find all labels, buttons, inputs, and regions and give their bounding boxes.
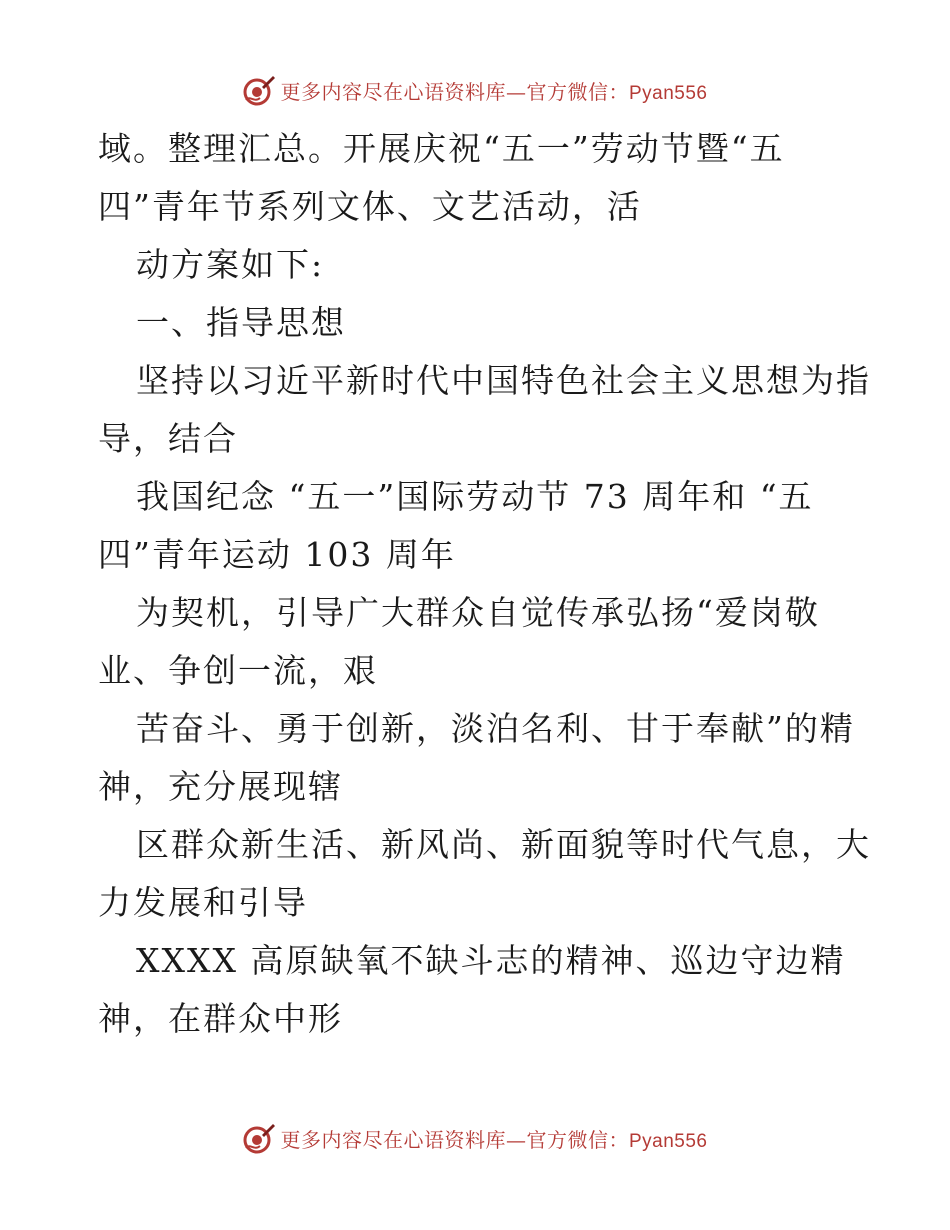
body-line: 动方案如下: (136, 245, 325, 284)
body-line: 域。整理汇总。开展庆祝“五一”劳动节暨“五 (98, 129, 785, 168)
body-line: 一、指导思想 (136, 303, 346, 342)
footer-banner-wechat-id: Pyan556 (628, 1130, 708, 1152)
brand-logo-icon (242, 73, 276, 107)
header-banner-title: 更多内容尽在心语资料库 (280, 79, 506, 104)
body-line: 神，充分展现辖 (98, 767, 343, 806)
body-line: XXXX 高原缺氧不缺斗志的精神、巡边守边精 (136, 941, 846, 980)
footer-banner (0, 1118, 950, 1158)
footer-banner-separator: — (505, 1127, 527, 1152)
brand-logo-icon (242, 1121, 276, 1155)
header-banner-text (280, 76, 707, 105)
document-body (98, 120, 871, 1048)
body-line: 导，结合 (98, 419, 238, 458)
body-line: 坚持以习近平新时代中国特色社会主义思想为指 (136, 361, 871, 400)
footer-banner-inner (242, 1121, 707, 1155)
body-line: 四”青年运动 103 周年 (98, 535, 456, 574)
body-line: 苦奋斗、勇于创新，淡泊名利、甘于奉献”的精 (136, 709, 855, 748)
header-banner (0, 70, 950, 110)
body-line: 区群众新生活、新风尚、新面貌等时代气息，大 (136, 825, 871, 864)
footer-banner-text (280, 1124, 707, 1153)
body-line: 我国纪念 “五一”国际劳动节 73 周年和 “五 (136, 477, 814, 516)
header-banner-inner (242, 73, 707, 107)
footer-banner-title: 更多内容尽在心语资料库 (280, 1127, 506, 1152)
body-line: 为契机，引导广大群众自觉传承弘扬“爱岗敬 (136, 593, 820, 632)
body-line: 力发展和引导 (98, 883, 308, 922)
header-banner-wechat-id: Pyan556 (628, 82, 708, 104)
body-line: 业、争创一流，艰 (98, 651, 378, 690)
body-line: 神，在群众中形 (98, 999, 343, 1038)
body-line: 四”青年节系列文体、文艺活动，活 (98, 187, 642, 226)
footer-banner-wechat-label: 官方微信： (526, 1127, 629, 1152)
header-banner-wechat-label: 官方微信： (526, 79, 629, 104)
header-banner-separator: — (505, 79, 527, 104)
